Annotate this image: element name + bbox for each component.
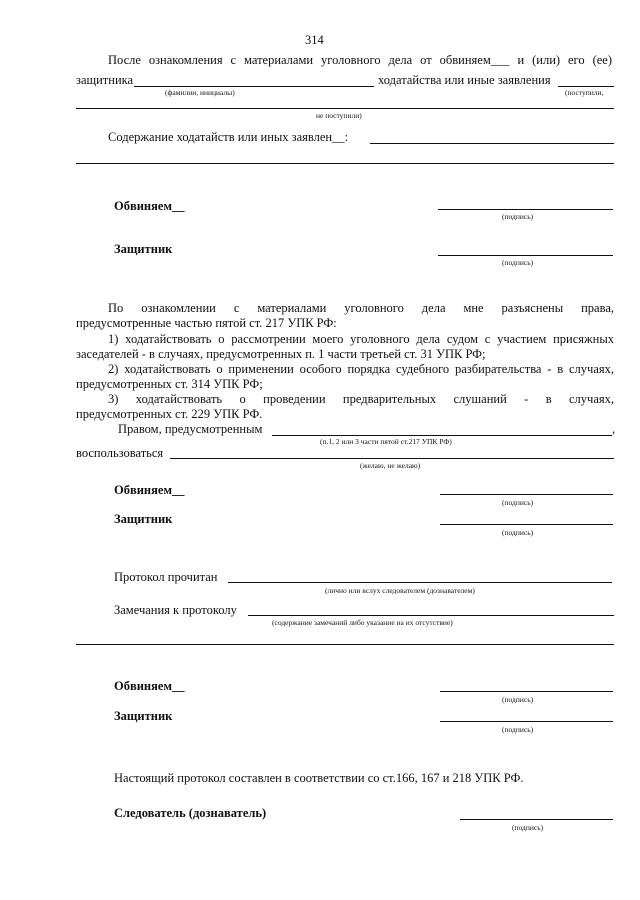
accused-signature-line-2[interactable] [440, 494, 613, 495]
investigator-signature-line[interactable] [460, 819, 613, 820]
use-line[interactable] [170, 458, 614, 459]
accused-label-3: Обвиняем__ [114, 679, 185, 693]
received-continuation-line[interactable] [76, 108, 614, 109]
intro-line: После ознакомления с материалами уголовного дела от обвиняем___ и (или) его (ее) [108, 53, 612, 67]
defender-label-1: Защитник [114, 242, 173, 256]
rights-item3b: предусмотренных ст. 229 УПК РФ. [76, 407, 263, 421]
defender-signature-line-2[interactable] [440, 524, 613, 525]
right-label: Правом, предусмотренным [118, 422, 263, 436]
rights-item2a: 2) ходатайствовать о применении особого порядка судебного разбирательства - в случаях, [108, 362, 614, 376]
investigator-label: Следователь (дознаватель) [114, 806, 267, 820]
accused-label-1: Обвиняем__ [114, 199, 185, 213]
rights-item3a: 3) ходатайствовать о проведении предварительных слушаний - в случаях, [108, 392, 614, 406]
defender-label-3: Защитник [114, 709, 173, 723]
final-statement: Настоящий протокол составлен в соответствии со ст.166, 167 и 218 УПК РФ. [114, 771, 524, 785]
content-line-1[interactable] [370, 143, 614, 144]
rights-intro-2: предусмотренные частью пятой ст. 217 УПК РФ: [76, 316, 337, 330]
content-label: Содержание ходатайств или иных заявлен__: [108, 130, 349, 144]
right-comma: , [612, 422, 616, 436]
received-line[interactable] [558, 86, 614, 87]
right-line[interactable] [272, 435, 612, 436]
hint-names: (фамилии, инициалы) [165, 88, 235, 97]
hint-wish: (желаю, не желаю) [360, 461, 421, 470]
accused-signature-line-1[interactable] [438, 209, 613, 210]
signature-hint-3a: (подпись) [502, 695, 534, 704]
accused-signature-line-3[interactable] [440, 691, 613, 692]
hint-received: (поступили, [565, 88, 604, 97]
hint-not-received: не поступили) [316, 111, 362, 120]
remarks-line[interactable] [248, 615, 614, 616]
rights-item2b: предусмотренных ст. 314 УПК РФ; [76, 377, 263, 391]
motions-text: ходатайства или иные заявления [378, 73, 551, 87]
defender-word: защитника [76, 73, 134, 87]
defender-label-2: Защитник [114, 512, 173, 526]
hint-remarks: (содержание замечаний либо указание на их отсутствие) [272, 618, 453, 627]
signature-hint-1b: (подпись) [502, 258, 534, 267]
remarks-label: Замечания к протоколу [114, 603, 237, 617]
defender-signature-line-3[interactable] [440, 721, 613, 722]
rights-intro-1: По ознакомлении с материалами уголовного дела мне разъяснены права, [108, 301, 614, 315]
hint-parts: (п.1, 2 или 3 части пятой ст.217 УПК РФ) [320, 437, 452, 446]
page-number: 314 [305, 33, 324, 47]
remarks-line-2[interactable] [76, 644, 614, 645]
signature-hint-1a: (подпись) [502, 212, 534, 221]
signature-hint-2a: (подпись) [502, 498, 534, 507]
protocol-read-line[interactable] [228, 582, 612, 583]
investigator-signature-hint: (подпись) [512, 823, 544, 832]
defender-signature-line-1[interactable] [438, 255, 613, 256]
signature-hint-3b: (подпись) [502, 725, 534, 734]
use-label: воспользоваться [76, 446, 164, 460]
accused-label-2: Обвиняем__ [114, 483, 185, 497]
rights-item1b: заседателей - в случаях, предусмотренных п. 1 части третьей ст. 31 УПК РФ; [76, 347, 486, 361]
protocol-read-label: Протокол прочитан [114, 570, 218, 584]
defender-names-line[interactable] [134, 86, 374, 87]
rights-item1a: 1) ходатайствовать о рассмотрении моего уголовного дела судом с участием присяжных [108, 332, 614, 346]
hint-read: (лично или вслух следователем (дознавателем) [325, 586, 475, 595]
content-line-2[interactable] [76, 163, 614, 164]
signature-hint-2b: (подпись) [502, 528, 534, 537]
